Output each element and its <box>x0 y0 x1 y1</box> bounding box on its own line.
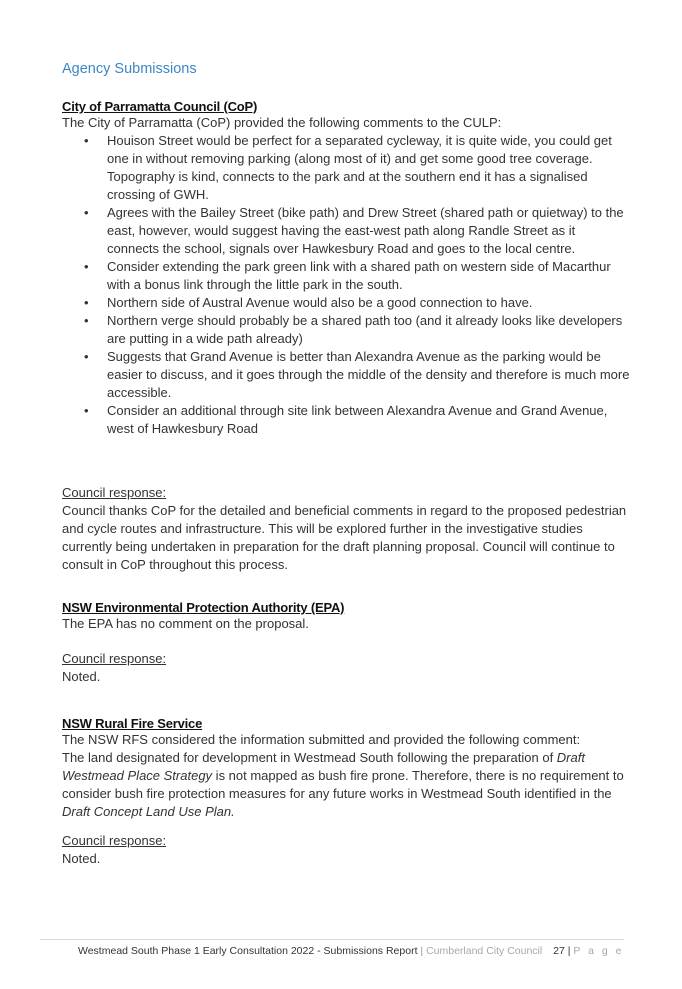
list-item: • Houison Street would be perfect for a separated cycleway, it is quite wide, you could get one in without removing parking (along most of it) and get some good tree coverage. Topography is kind, connects to the park and at the southern end it has a signalised crossing of GWH. <box>62 132 630 204</box>
rfs-line1: The NSW RFS considered the information submitted and provided the following comment: <box>62 732 581 747</box>
epa-response-text: Noted. <box>62 669 101 684</box>
footer-organisation: Cumberland City Council <box>426 945 543 957</box>
rfs-text <box>62 749 630 821</box>
cop-response-text: Council thanks CoP for the detailed and beneficial comments in regard to the proposed pedestrian and cycle routes and infrastructure. This will be explored further in the investigative studies currently being undertaken in preparation for the draft planning proposal. Council will continue to consult in CoP throughout this process. <box>62 503 627 572</box>
cop-intro: The City of Parramatta (CoP) provided the following comments to the CULP: <box>62 115 502 130</box>
list-item: • Consider an additional through site link between Alexandra Avenue and Grand Avenue, west of Hawkesbury Road <box>62 402 630 438</box>
epa-response-label: Council response: <box>62 651 167 666</box>
rfs-response <box>62 832 630 868</box>
footer-page-separator: | <box>567 945 571 957</box>
rfs-heading: NSW Rural Fire Service <box>62 716 203 731</box>
rfs-response-label: Council response: <box>62 833 167 848</box>
section-title: Agency Submissions <box>62 61 197 77</box>
list-item: • Suggests that Grand Avenue is better than Alexandra Avenue as the parking would be easier to discuss, and it goes through the middle of the density and therefore is much more accessible. <box>62 348 630 402</box>
rfs-text-a: The land designated for development in Westmead South following the preparation of <box>62 750 557 765</box>
footer-doc-title: Westmead South Phase 1 Early Consultation 2022 - Submissions Report <box>78 945 418 957</box>
cop-response <box>62 484 630 574</box>
rfs-response-text: Noted. <box>62 851 101 866</box>
rfs-text-b: is not mapped as bush fire prone. Therefore, there is no requirement to consider bush fire protection measures for any future works in Westmead South identified in the <box>62 768 624 801</box>
list-item: • Agrees with the Bailey Street (bike path) and Drew Street (shared path or quietway) to the east, however, would suggest having the east-west path along Randle Street as it connects the school, signals over Hawkesbury Road and goes to the local centre. <box>62 204 630 258</box>
epa-section <box>62 600 630 633</box>
rfs-italic-a: Draft Westmead Place Strategy <box>62 750 585 783</box>
cop-heading: City of Parramatta Council (CoP) <box>62 99 258 114</box>
list-item: • Consider extending the park green link with a shared path on western side of Macarthur with a bonus link through the little park in the south. <box>62 258 630 294</box>
rfs-italic-b: Draft Concept Land Use Plan. <box>62 804 235 819</box>
list-item: • Northern verge should probably be a shared path too (and it already looks like developers are putting in a wide path already) <box>62 312 630 348</box>
cop-bullet-list <box>62 132 630 438</box>
cop-response-label: Council response: <box>62 485 167 500</box>
footer-page-number: 27 <box>553 945 565 957</box>
epa-text: The EPA has no comment on the proposal. <box>62 616 309 631</box>
epa-heading: NSW Environmental Protection Authority (EPA) <box>62 600 345 615</box>
page-footer <box>40 939 624 957</box>
epa-response <box>62 650 630 686</box>
footer-page-word: P a g e <box>573 945 624 957</box>
rfs-section <box>62 716 630 821</box>
footer-separator: | <box>420 945 424 957</box>
list-item: • Northern side of Austral Avenue would also be a good connection to have. <box>62 294 630 312</box>
cop-section <box>62 99 630 438</box>
